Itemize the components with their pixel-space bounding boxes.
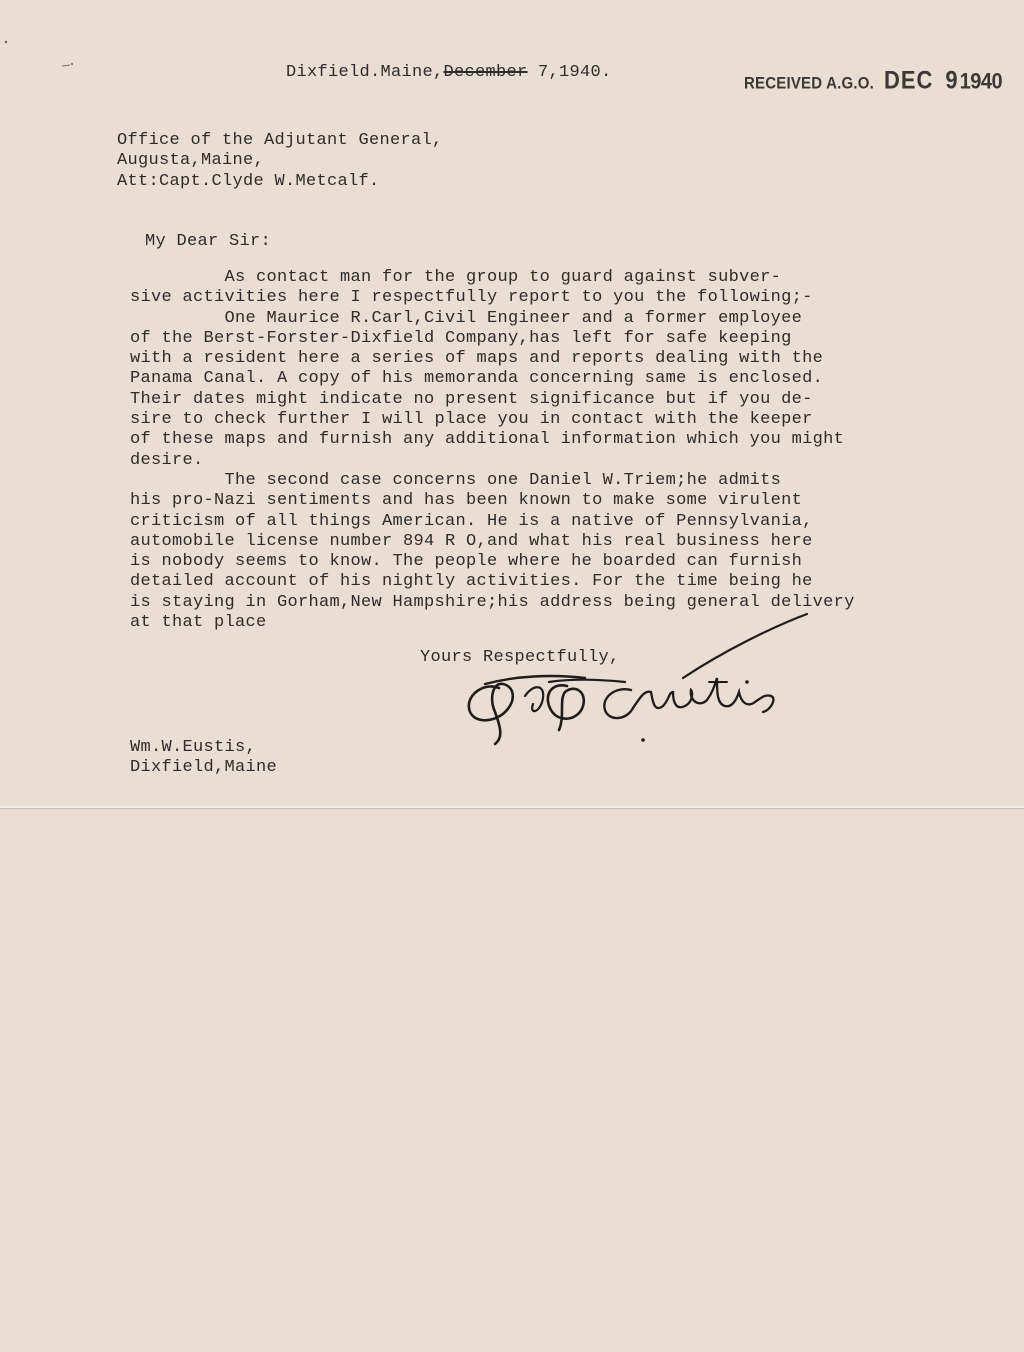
body-line: criticism of all things American. He is a native of Pennsylvania, <box>130 511 813 531</box>
body-line: One Maurice R.Carl,Civil Engineer and a former employee <box>130 308 803 328</box>
addressee-block <box>117 131 443 192</box>
addressee-line: Office of the Adjutant General, <box>117 131 443 150</box>
signer-block <box>130 738 277 779</box>
closing: Yours Respectfully, <box>420 648 620 667</box>
stamp-month: DEC <box>883 66 934 94</box>
stamp-year: 1940 <box>959 69 1003 94</box>
body-line: at that place <box>130 613 267 633</box>
body-line: is staying in Gorham,New Hampshire;his address being general delivery <box>130 592 855 612</box>
paper-fold-line <box>0 806 1024 808</box>
received-stamp <box>744 66 1002 95</box>
body-line: desire. <box>130 450 204 470</box>
body-line: is nobody seems to know. The people where he boarded can furnish <box>130 552 803 572</box>
body-line: automobile license number 894 R O,and what his real business here <box>130 531 813 551</box>
dateline-place: Dixfield.Maine, <box>286 63 444 82</box>
letter-body <box>130 268 855 633</box>
signer-town: Dixfield,Maine <box>130 758 278 778</box>
stamp-received: RECEIVED A.G.O. <box>744 73 874 93</box>
body-line: of these maps and furnish any additional information which you might <box>130 430 845 450</box>
body-line: As contact man for the group to guard against subver- <box>130 268 782 287</box>
body-line: sire to check further I will place you in contact with the keeper <box>130 410 813 430</box>
body-line: sive activities here I respectfully report to you the following;- <box>130 288 813 308</box>
body-line: The second case concerns one Daniel W.Triem;he admits <box>130 470 782 490</box>
stamp-day: 9 <box>945 66 958 94</box>
ink-speck-icon <box>0 30 120 70</box>
body-line: detailed account of his nightly activities. For the time being he <box>130 572 813 592</box>
handwritten-signature <box>455 612 815 752</box>
body-line: Panama Canal. A copy of his memoranda concerning same is enclosed. <box>130 369 824 389</box>
body-line: of the Berst-Forster-Dixfield Company,has left for safe keeping <box>130 328 792 348</box>
dateline <box>286 63 612 83</box>
salutation: My Dear Sir: <box>145 232 272 251</box>
signer-name: Wm.W.Eustis, <box>130 738 257 757</box>
dateline-struck-month: December <box>443 63 528 82</box>
body-line: his pro-Nazi sentiments and has been known to make some virulent <box>130 491 803 511</box>
body-line: with a resident here a series of maps and reports dealing with the <box>130 349 824 369</box>
dateline-day-year: 7,1940. <box>527 63 612 82</box>
addressee-line: Att:Capt.Clyde W.Metcalf. <box>117 171 380 191</box>
body-line: Their dates might indicate no present significance but if you de- <box>130 389 813 409</box>
addressee-line: Augusta,Maine, <box>117 151 265 171</box>
